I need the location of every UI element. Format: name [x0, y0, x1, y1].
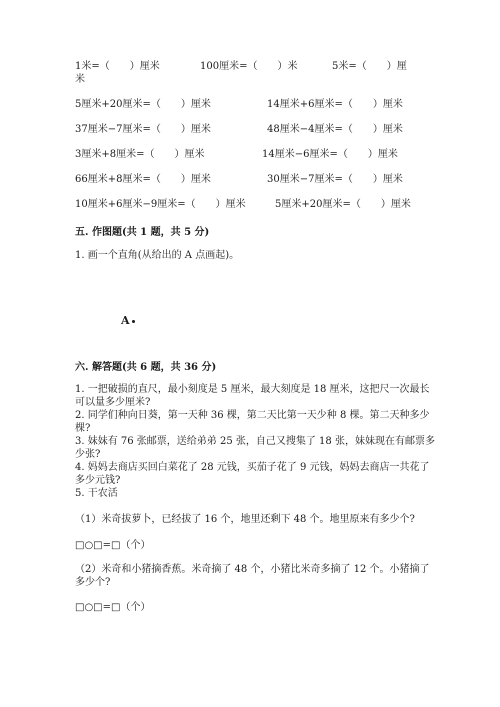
conversion-4-right: 14厘米−6厘米=（ ）厘米	[262, 149, 398, 160]
conversion-6-left: 10厘米+6厘米−9厘米=（ ）厘米	[75, 199, 246, 210]
section-6-q4-line1: 4. 妈妈去商店买回白菜花了 28 元钱，买茄子花了 9 元钱，妈妈去商店一共花了	[75, 462, 430, 473]
section-6-q5-sub1: （1）米奇拔萝卜，已经拔了 16 个，地里还剩下 48 个。地里原来有多少个?	[75, 514, 415, 525]
section-6-q5-sub2-line1: （2）米奇和小猪摘香蕉。米奇摘了 48 个，小猪比米奇多摘了 12 个。小猪摘了	[75, 564, 430, 575]
conversion-1-wrap: 米	[75, 74, 85, 85]
section-5-question-1: 1. 画一个直角(从给出的 A 点画起)。	[75, 250, 240, 261]
conversion-2-left: 5厘米+20厘米=（ ）厘米	[75, 99, 211, 110]
section-6-q5-answer2: □○□=□（个）	[75, 602, 151, 613]
section-6-q4-line2: 多少元钱?	[75, 475, 121, 486]
section-6-q2-line1: 2. 同学们种向日葵，第一天种 36 棵，第二天比第一天少种 8 棵。第二天种多少	[75, 410, 430, 421]
section-6-q1-line1: 1. 一把破损的直尺，最小刻度是 5 厘米，最大刻度是 18 厘米，这把尺一次最长	[75, 384, 430, 395]
conversion-1-left: 1米=（ ）厘米	[75, 61, 160, 72]
conversion-1-mid: 100厘米=（ ）米	[200, 61, 298, 72]
conversion-3-right: 48厘米−4厘米=（ ）厘米	[267, 124, 403, 135]
section-6-title: 六. 解答题(共 6 题，共 36 分)	[75, 362, 217, 373]
conversion-1-right: 5米=（ ）厘	[332, 61, 407, 72]
conversion-4-left: 3厘米+8厘米=（ ）厘米	[75, 149, 205, 160]
conversion-5-left: 66厘米+8厘米=（ ）厘米	[75, 174, 211, 185]
conversion-2-right: 14厘米+6厘米=（ ）厘米	[267, 99, 403, 110]
section-6-q5-sub2-line2: 多少个?	[75, 577, 111, 588]
conversion-3-left: 37厘米−7厘米=（ ）厘米	[75, 124, 211, 135]
point-a-label: A	[121, 314, 130, 327]
section-6-q5: 5. 干农活	[75, 488, 118, 499]
point-a-dot	[132, 320, 135, 323]
point-a	[121, 314, 135, 328]
section-6-q3-line2: 少张?	[75, 449, 101, 460]
conversion-6-right: 5厘米+20厘米=（ ）厘米	[275, 199, 411, 210]
section-5-title: 五. 作图题(共 1 题，共 5 分)	[75, 227, 210, 238]
section-6-q2-line2: 棵?	[75, 423, 91, 434]
section-6-q1-line2: 可以量多少厘米?	[75, 397, 151, 408]
conversion-5-right: 30厘米−7厘米=（ ）厘米	[267, 174, 403, 185]
section-6-q5-answer1: □○□=□（个）	[75, 540, 151, 551]
section-6-q3-line1: 3. 妹妹有 76 张邮票，送给弟弟 25 张，自己又搜集了 18 张，妹妹现在有邮票多	[75, 436, 435, 447]
